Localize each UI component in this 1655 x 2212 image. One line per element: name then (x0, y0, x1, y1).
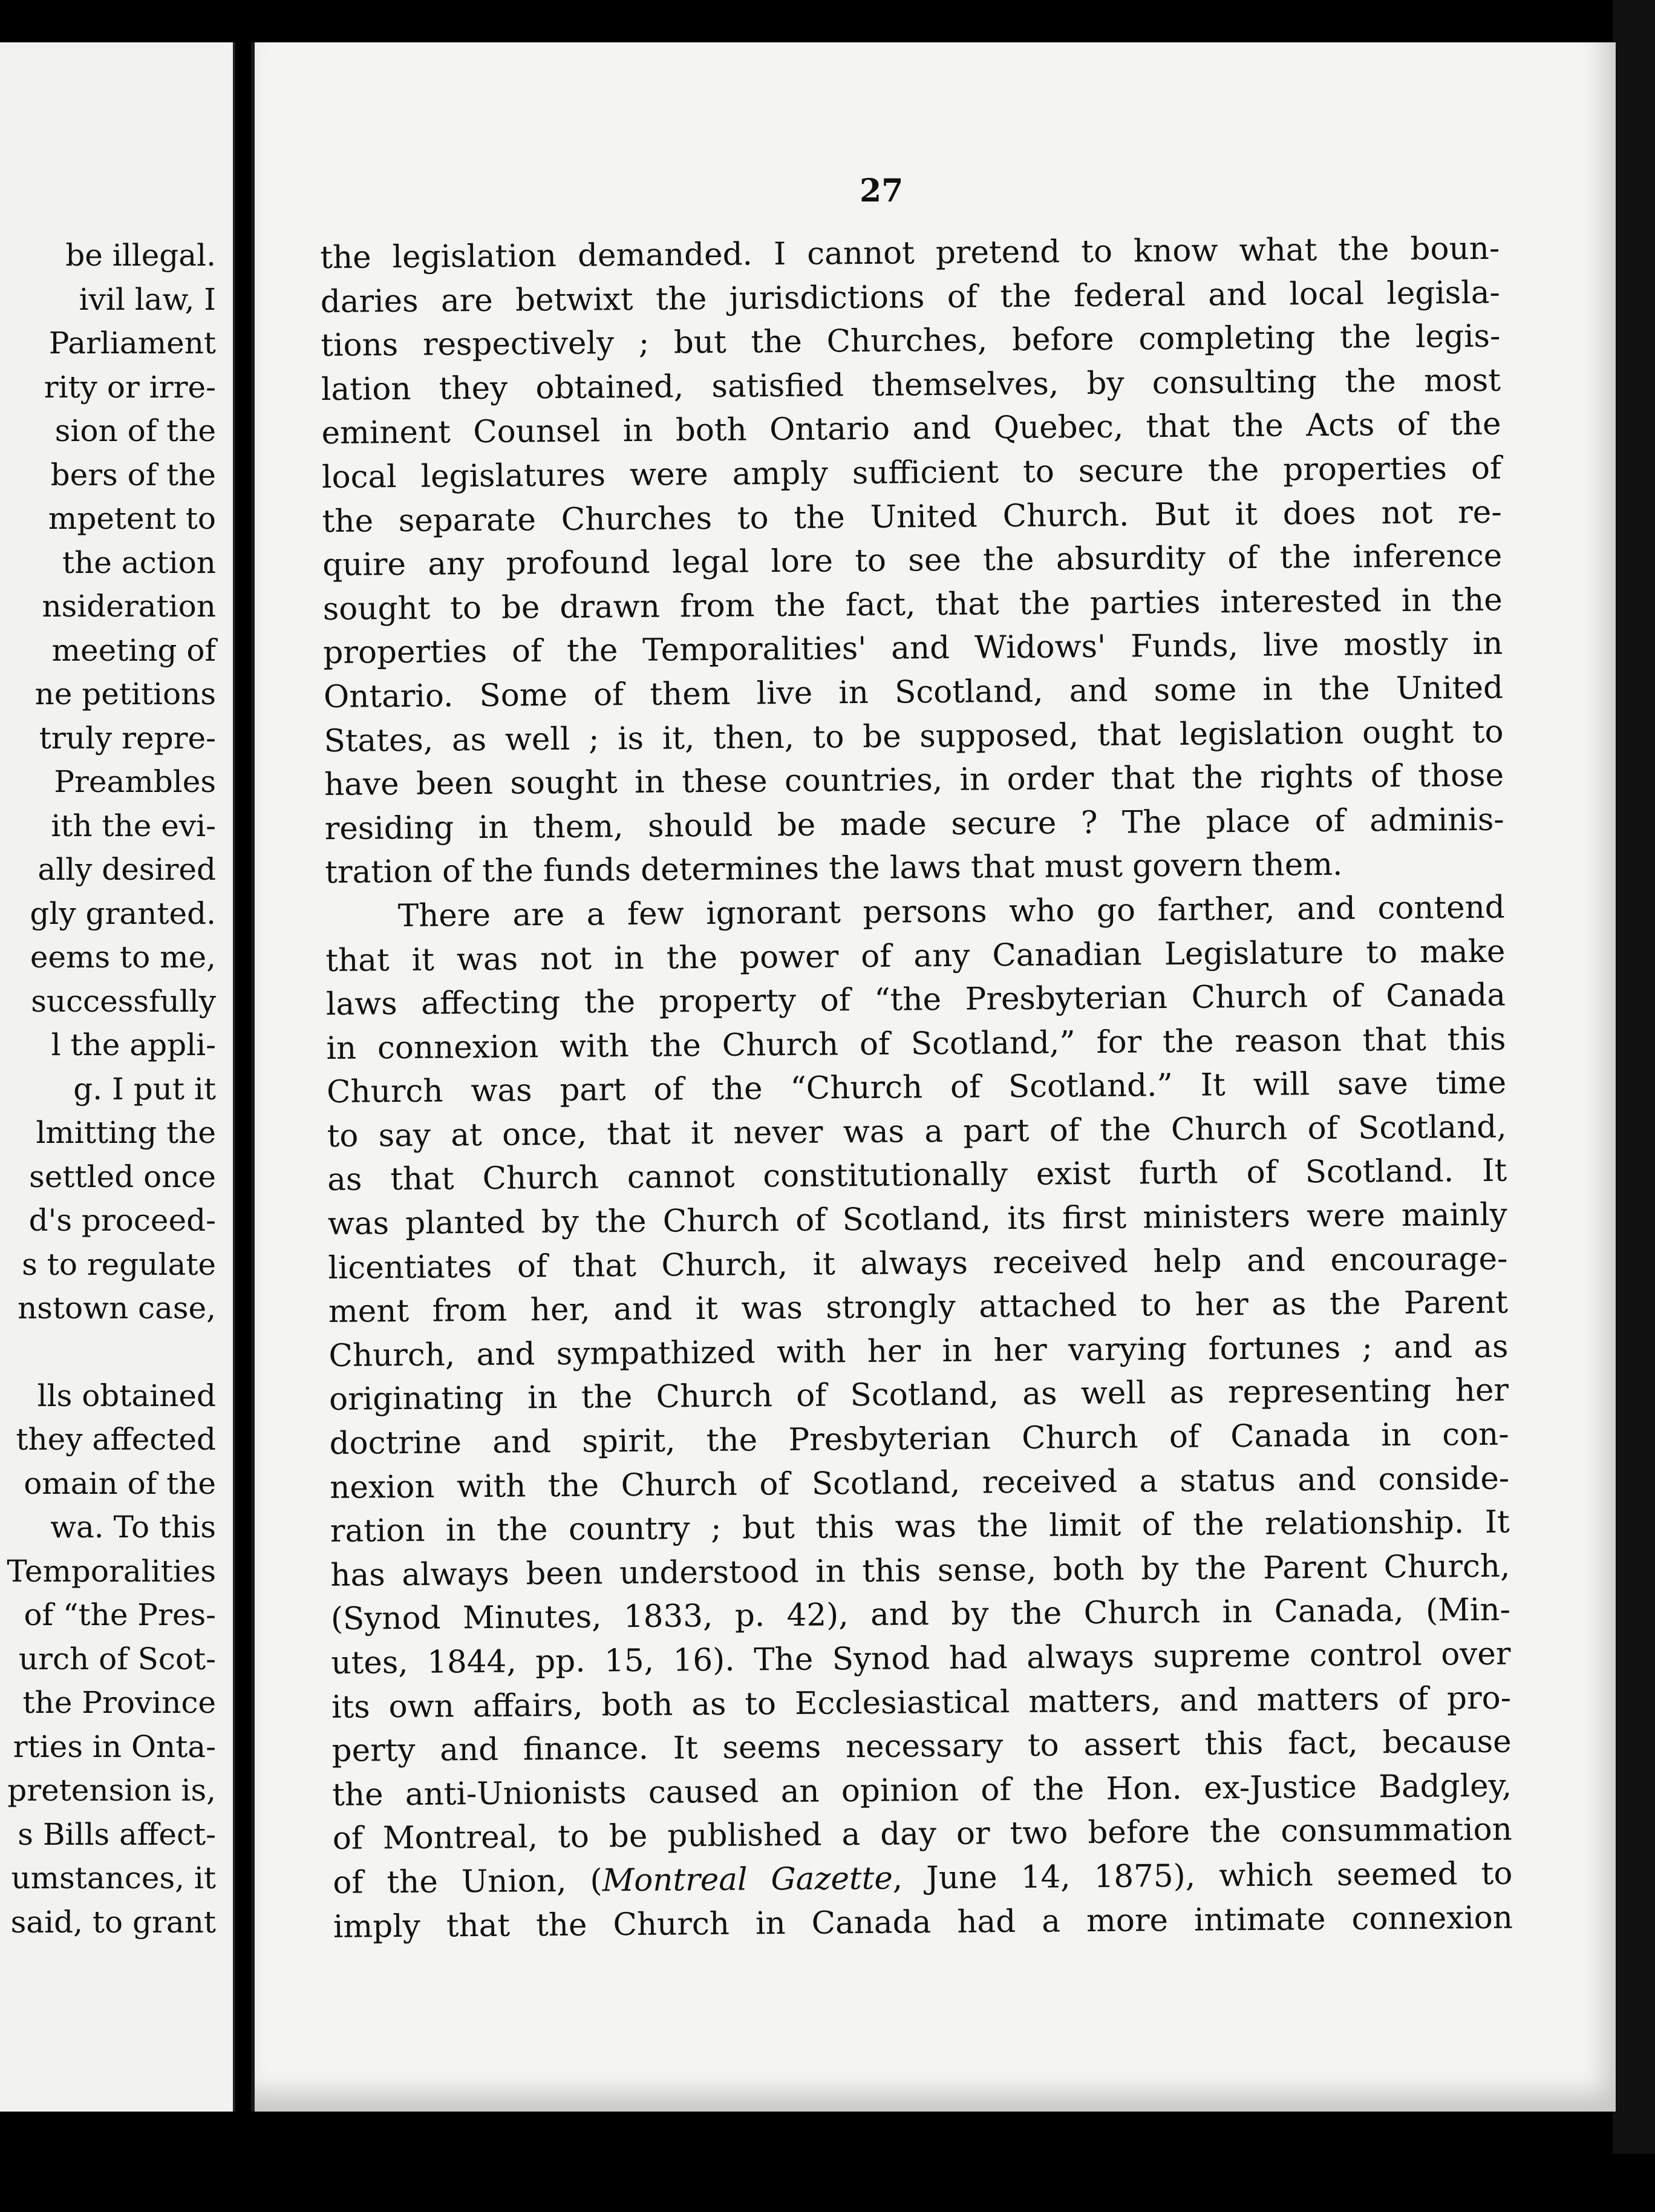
previous-page-line: mpetent to (48, 501, 216, 536)
previous-page-text (7, 234, 216, 1944)
previous-page-line: g. I put it (73, 1071, 216, 1107)
text-line: There are a few ignorant persons who go farther, and contend (397, 889, 1506, 934)
previous-page-line: settled once (29, 1159, 216, 1194)
text-line: eminent Counsel in both Ontario and Quebec, that the Acts of the (321, 406, 1501, 452)
newspaper-title: Montreal Gazette (602, 1860, 893, 1899)
text-line: to say at once, that it never was a part of the Church of Scotland, (327, 1108, 1507, 1154)
previous-page-line: ith the evi- (51, 808, 216, 843)
previous-page-line: ally desired (38, 852, 216, 887)
text-line: in connexion with the Church of Scotland,” for the reason that this (326, 1021, 1506, 1067)
previous-page-line: nstown case, (18, 1291, 216, 1326)
text-line: nexion with the Church of Scotland, received a status and conside- (330, 1460, 1510, 1506)
text-line: perty and finance. It seems necessary to assert this fact, because (331, 1723, 1512, 1770)
text-line: quire any profound legal lore to see the absurdity of the inference (322, 537, 1503, 584)
previous-page-line: sion of the (54, 413, 216, 448)
text-line: as that Church cannot constitutionally exist furth of Scotland. It (327, 1153, 1507, 1199)
previous-page-line: d's proceed- (28, 1203, 216, 1238)
text-line: ration in the country ; but this was the limit of the relationship. It (330, 1504, 1510, 1550)
previous-page-line: urch of Scot- (18, 1641, 216, 1677)
previous-page-line: ivil law, I (79, 281, 216, 317)
text-line: sought to be drawn from the fact, that the parties interested in the (322, 581, 1503, 627)
text-line: States, as well ; is it, then, to be supposed, that legislation ought to (324, 713, 1504, 759)
text-line: Church, and sympathized with her in her varying fortunes ; and as (328, 1328, 1509, 1374)
text-line: of Montreal, to be published a day or two before the consummation (332, 1811, 1512, 1857)
previous-page-line: said, to grant (10, 1904, 216, 1940)
text-line: licentiates of that Church, it always received help and encourage- (328, 1240, 1508, 1286)
text-line: has always been understood in this sense, both by the Parent Church, (330, 1548, 1510, 1594)
previous-page-line: rity or irre- (44, 369, 216, 405)
previous-page-line: s Bills affect- (18, 1816, 216, 1852)
previous-page-line: ne petitions (34, 676, 216, 712)
text-fragment: of the Union, ( (333, 1862, 602, 1901)
text-line: properties of the Temporalities' and Widows' Funds, live mostly in (323, 626, 1503, 672)
text-line: doctrine and spirit, the Presbyterian Church of Canada in con- (329, 1416, 1509, 1462)
page-number: 27 (860, 172, 904, 209)
text-line: have been sought in these countries, in order that the rights of those (324, 757, 1504, 803)
previous-page-gap (7, 1330, 216, 1374)
text-line: tions respectively ; but the Churches, before completing the legis- (321, 318, 1501, 364)
previous-page-line: lmitting the (36, 1115, 216, 1150)
text-line: imply that the Church in Canada had a more intimate connexion (333, 1899, 1513, 1945)
previous-page-line: rties in Onta- (13, 1729, 216, 1764)
text-line: lation they obtained, satisfied themselves, by consulting the most (321, 362, 1501, 408)
text-line: residing in them, should be made secure ? The place of adminis- (324, 801, 1504, 847)
text-line: its own affairs, both as to Ecclesiastical matters, and matters of pro- (331, 1680, 1512, 1726)
text-line: Church was part of the “Church of Scotland.” It will save time (326, 1064, 1507, 1111)
text-line: daries are betwixt the jurisdictions of the federal and local legisla- (320, 274, 1501, 320)
book-page (251, 42, 1616, 2112)
previous-page-line: wa. To this (50, 1510, 216, 1545)
text-line: the anti-Unionists caused an opinion of the Hon. ex-Justice Badgley, (332, 1767, 1512, 1813)
text-line: (Synod Minutes, 1833, p. 42), and by the Church in Canada, (Min- (330, 1592, 1511, 1638)
text-line: laws affecting the property of “the Presbyterian Church of Canada (325, 977, 1506, 1023)
scan-right-border (1613, 0, 1655, 2212)
text-line: originating in the Church of Scotland, as well as representing her (328, 1372, 1509, 1418)
text-line: utes, 1844, pp. 15, 16). The Synod had always supreme control over (331, 1635, 1511, 1681)
previous-page-line: the action (62, 545, 216, 580)
previous-page-line: they affected (16, 1422, 216, 1457)
previous-page-line: gly granted. (30, 895, 216, 931)
previous-page-line: Parliament (48, 326, 216, 361)
previous-page-line: of “the Pres- (24, 1597, 216, 1632)
text-fragment: , June 14, 1875), which seemed to (892, 1855, 1513, 1897)
previous-page-line: Temporalities (7, 1553, 216, 1589)
previous-page-line: nsideration (42, 589, 216, 624)
previous-page-line: pretension is, (7, 1773, 216, 1808)
previous-page-line: lls obtained (37, 1378, 216, 1413)
previous-page-line: l the appli- (51, 1027, 216, 1062)
previous-page-line: truly repre- (39, 720, 216, 756)
scan-bottom-border (0, 2154, 1655, 2212)
previous-page-line: s to regulate (22, 1246, 216, 1282)
text-line: the legislation demanded. I cannot pretend to know what the boun- (320, 230, 1500, 276)
previous-page-line: be illegal. (65, 238, 216, 273)
previous-page-line: successfully (31, 983, 216, 1019)
previous-page-line: the Province (22, 1685, 216, 1720)
previous-page-line: meeting of (51, 632, 216, 668)
previous-page-line: eems to me, (30, 940, 216, 975)
text-line: local legislatures were amply sufficient to secure the properties of (321, 450, 1502, 496)
text-line: ment from her, and it was strongly attached to her as the Parent (328, 1284, 1509, 1330)
text-line: that it was not in the power of any Canadian Legislature to make (325, 933, 1506, 979)
body-text (320, 227, 1513, 1949)
text-line: Ontario. Some of them live in Scotland, and some in the United (323, 669, 1504, 715)
text-line: the separate Churches to the United Church. But it does not re- (322, 494, 1502, 540)
previous-page-line: omain of the (24, 1465, 216, 1501)
previous-page-fragment (0, 42, 235, 2112)
previous-page-line: umstances, it (11, 1860, 216, 1896)
text-line: was planted by the Church of Scotland, its first ministers were mainly (327, 1196, 1508, 1243)
previous-page-line: bers of the (50, 457, 216, 492)
text-line: tration of the funds determines the laws that must govern them. (325, 846, 1343, 891)
previous-page-line: Preambles (54, 764, 216, 799)
